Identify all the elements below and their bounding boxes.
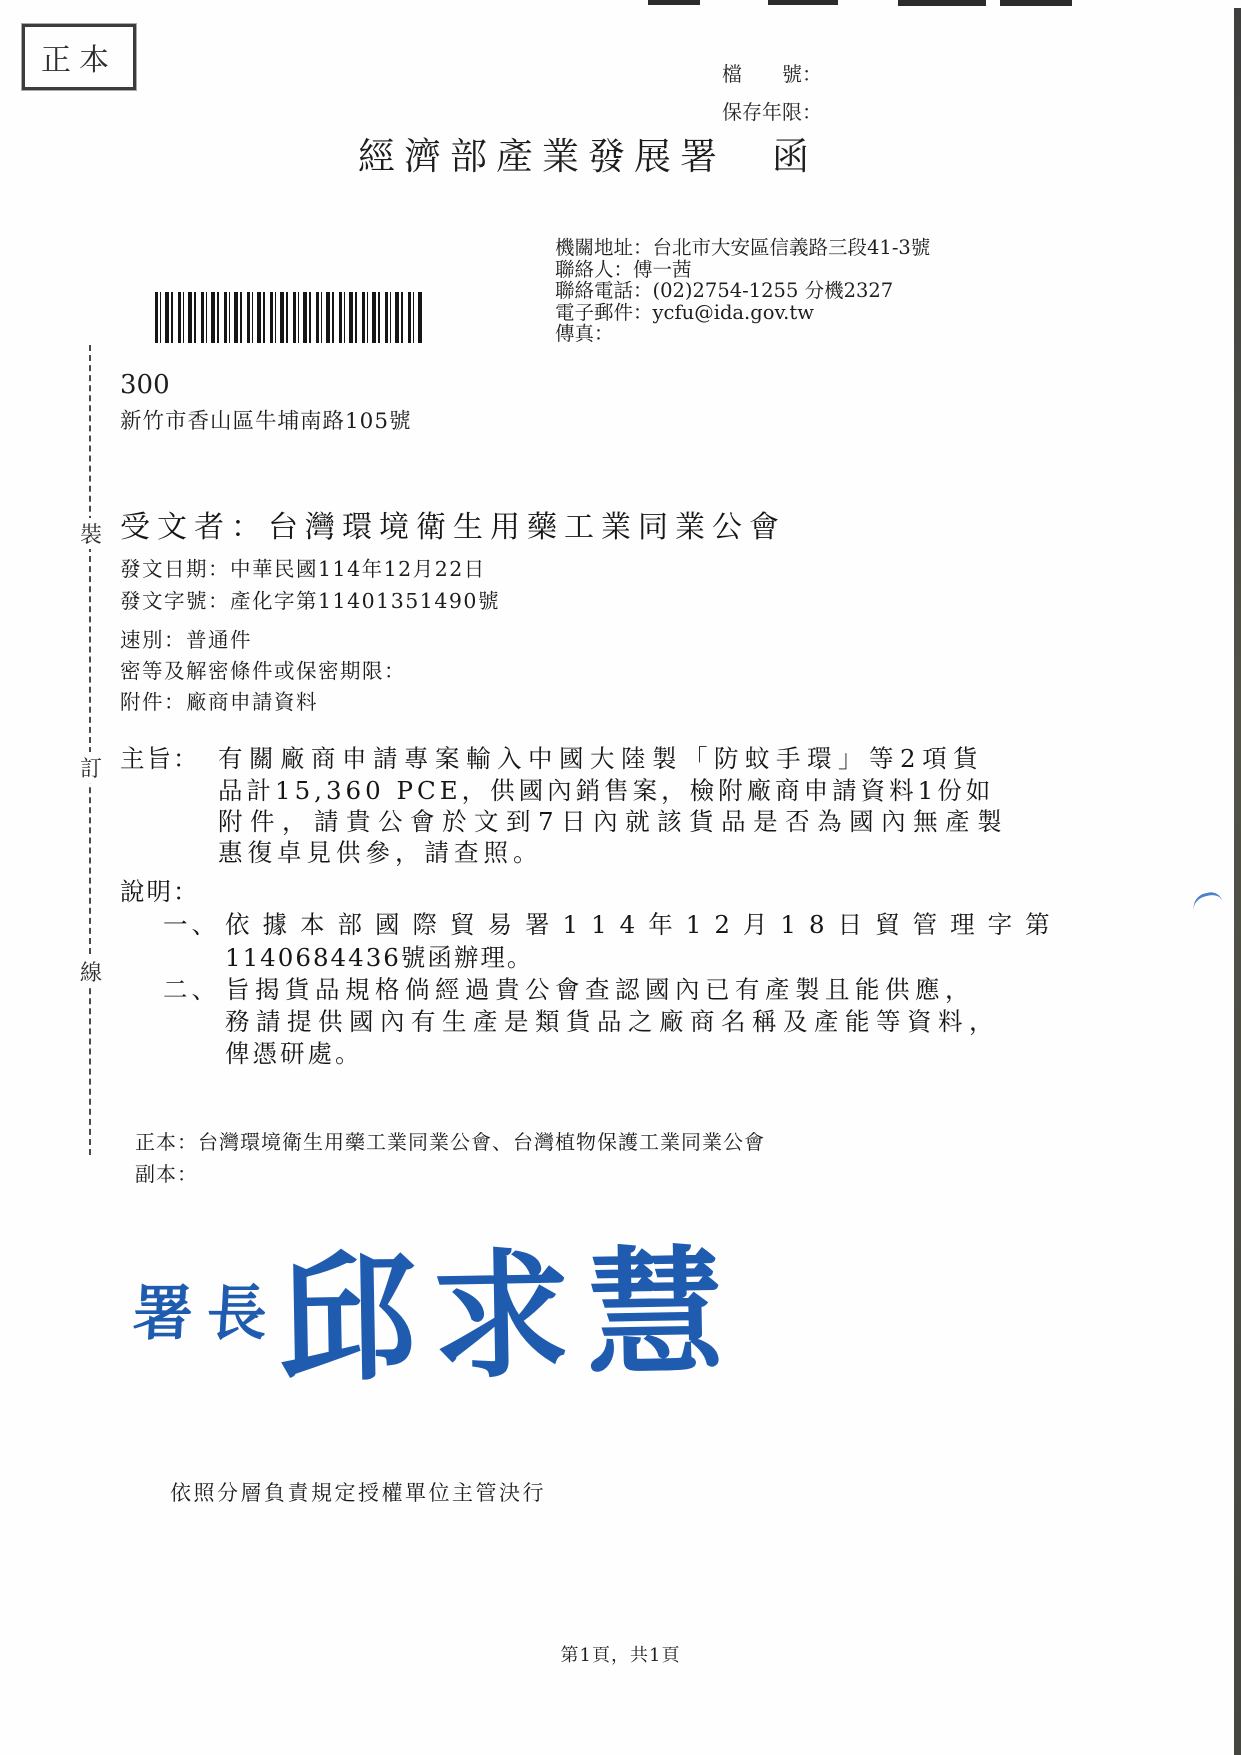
scan-smudge [648,0,700,5]
document-title: 經濟部產業發展署 函 [358,135,818,178]
binding-dashed-line [89,345,91,1155]
explanation-item-line: 1140684436號函辦理。 [225,943,534,972]
signer-name-signature: 邱求慧 [276,1229,742,1402]
explanation-item-line: 務請提供國內有生產是類貨品之廠商名稱及產能等資料， [225,1007,1000,1036]
agency-fax: 傳真： [555,322,614,345]
agency-info-block [555,237,930,345]
subject-line: 品計15,360 PCE，供國內銷售案，檢附廠商申請資料1份如 [218,776,995,805]
retention-period-label: 保存年限： [722,100,822,124]
speed-level: 速別：普通件 [120,628,252,652]
explanation-item-line: 俾憑研處。 [225,1039,363,1068]
cc-copy-recipients: 副本： [135,1162,198,1186]
document-number: 發文字號：產化字第11401351490號 [120,589,500,613]
agency-address: 機關地址：台北市大安區信義路三段41-3號 [555,236,931,259]
scan-smudge [1000,0,1072,6]
postal-code: 300 [120,370,170,400]
subject-line: 附件，請貴公會於文到7日內就該貨品是否為國內無產製 [218,807,1010,836]
issue-date: 發文日期：中華民國114年12月22日 [120,557,486,581]
subject-line: 有關廠商申請專案輸入中國大陸製「防蚊手環」等2項貨 [218,744,985,773]
original-copy-stamp-label: 正本 [41,43,117,78]
scan-edge-artifact [1234,8,1241,1755]
agency-email: 電子郵件：ycfu@ida.gov.tw [555,300,814,324]
binding-mark-ding: 訂 [78,752,104,783]
scan-smudge [898,0,986,6]
subject-label: 主旨： [120,744,200,773]
explanation-label: 說明： [120,877,200,906]
security-level: 密等及解密條件或保密期限： [120,659,406,683]
original-copy-stamp [22,24,136,90]
page-number-footer: 第1頁，共1頁 [560,1645,681,1666]
signer-title: 署長 [130,1279,283,1349]
binding-mark-zhuang: 裝 [78,518,104,549]
barcode [155,292,423,343]
subject-line: 惠復卓見供參，請查照。 [218,838,543,867]
original-copy-recipients: 正本：台灣環境衛生用藥工業同業公會、台灣植物保護工業同業公會 [135,1130,765,1154]
binding-mark-xian: 線 [78,956,104,987]
explanation-item-line: 依據本部國際貿易署114年12月18日貿管理字第 [225,910,1063,939]
file-number-label: 檔 號： [722,62,822,86]
recipient-line: 受文者：台灣環境衛生用藥工業同業公會 [120,510,786,545]
explanation-item-line: 旨揭貨品規格倘經過貴公會查認國內已有產製且能供應， [225,975,975,1004]
agency-contact-person: 聯絡人：傅一茜 [555,257,692,281]
explanation-item-number: 二、 [163,975,220,1004]
pen-mark-artifact [1191,890,1223,911]
agency-phone: 聯絡電話：(02)2754-1255 分機2327 [555,279,894,302]
explanation-item-number: 一、 [163,910,220,939]
attachment-line: 附件：廠商申請資料 [120,690,318,714]
recipient-address: 新竹市香山區牛埔南路105號 [120,409,412,434]
scan-smudge [768,0,838,5]
authorization-note: 依照分層負責規定授權單位主管決行 [170,1481,546,1505]
